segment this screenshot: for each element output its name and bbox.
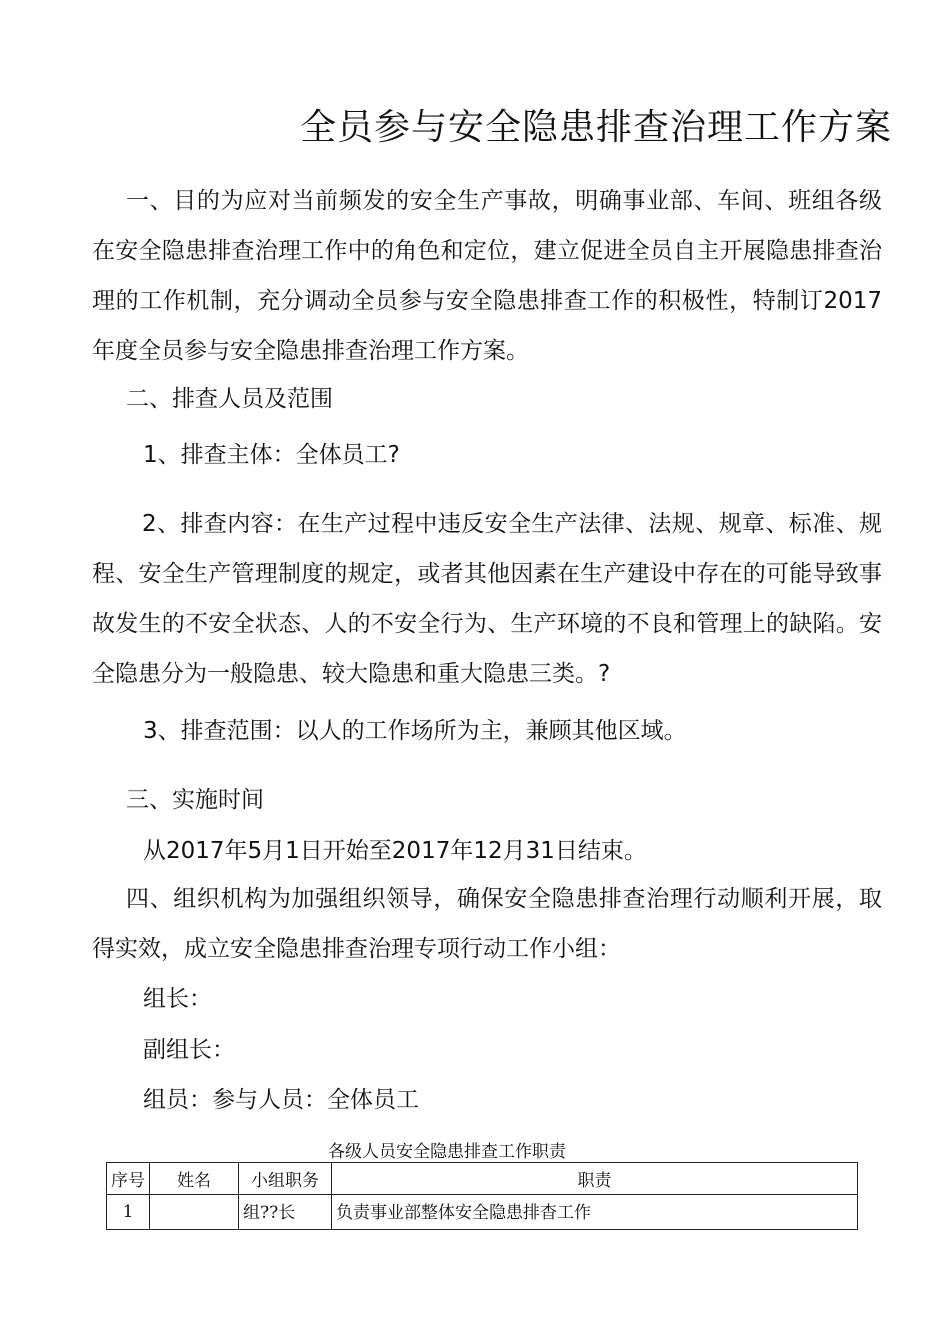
table-header-row — [107, 1163, 858, 1195]
members-line: 组员：参与人员：全体员工 — [143, 1087, 419, 1113]
duty-table — [106, 1162, 858, 1230]
document-title: 全员参与安全隐患排查治理工作方案 — [300, 107, 893, 148]
section-2-heading: 二、排查人员及范围 — [126, 386, 333, 412]
section-3-text: 从2017年5月1日开始至2017年12月31日结束。 — [143, 838, 647, 864]
table-caption: 各级人员安全隐患排查工作职责 — [328, 1142, 566, 1162]
item-1-subject: 1、排查主体：全体员工? — [143, 442, 400, 468]
cell-duty: 负责事业部整体安全隐患排杳工作 — [332, 1195, 858, 1230]
cell-name — [150, 1195, 239, 1230]
item-3-scope: 3、排查范围：以人的工作场所为主，兼顾其他区域。 — [143, 718, 687, 744]
header-role: 小组职务 — [239, 1163, 332, 1195]
header-seq: 序号 — [107, 1163, 150, 1195]
section-1-purpose: 一、目的为应对当前频发的安全生产事故，明确事业部、车间、班组各级在安全隐患排查治理工作中的角色和定位，建立促进全员自主开展隐患排查治理的工作机制，充分调动全员参与安全隐患排查工作的积极性，特制订2017年度全员参与安全隐患排查治理工作方案。 — [92, 188, 882, 364]
header-duty: 职责 — [332, 1163, 858, 1195]
leader-line: 组长： — [143, 986, 212, 1012]
cell-role: 组??长 — [239, 1195, 332, 1230]
header-name: 姓名 — [150, 1163, 239, 1195]
table-row — [107, 1195, 858, 1230]
vice-leader-line: 副组长： — [143, 1037, 235, 1063]
section-4-organization: 四、组织机构为加强组织领导，确保安全隐患排查治理行动顺利开展，取得实效，成立安全隐患排查治理专项行动工作小组： — [92, 886, 882, 962]
cell-seq: 1 — [107, 1195, 150, 1230]
section-3-heading: 三、实施时间 — [126, 787, 264, 813]
item-2-content: 2、排查内容：在生产过程中违反安全生产法律、法规、规章、标准、规程、安全生产管理制度的规定，或者其他因素在生产建设中存在的可能导致事故发生的不安全状态、人的不安全行为、生产环境的不良和管理上的缺陷。安全隐患分为一般隐患、较大隐患和重大隐患三类。? — [92, 511, 882, 687]
